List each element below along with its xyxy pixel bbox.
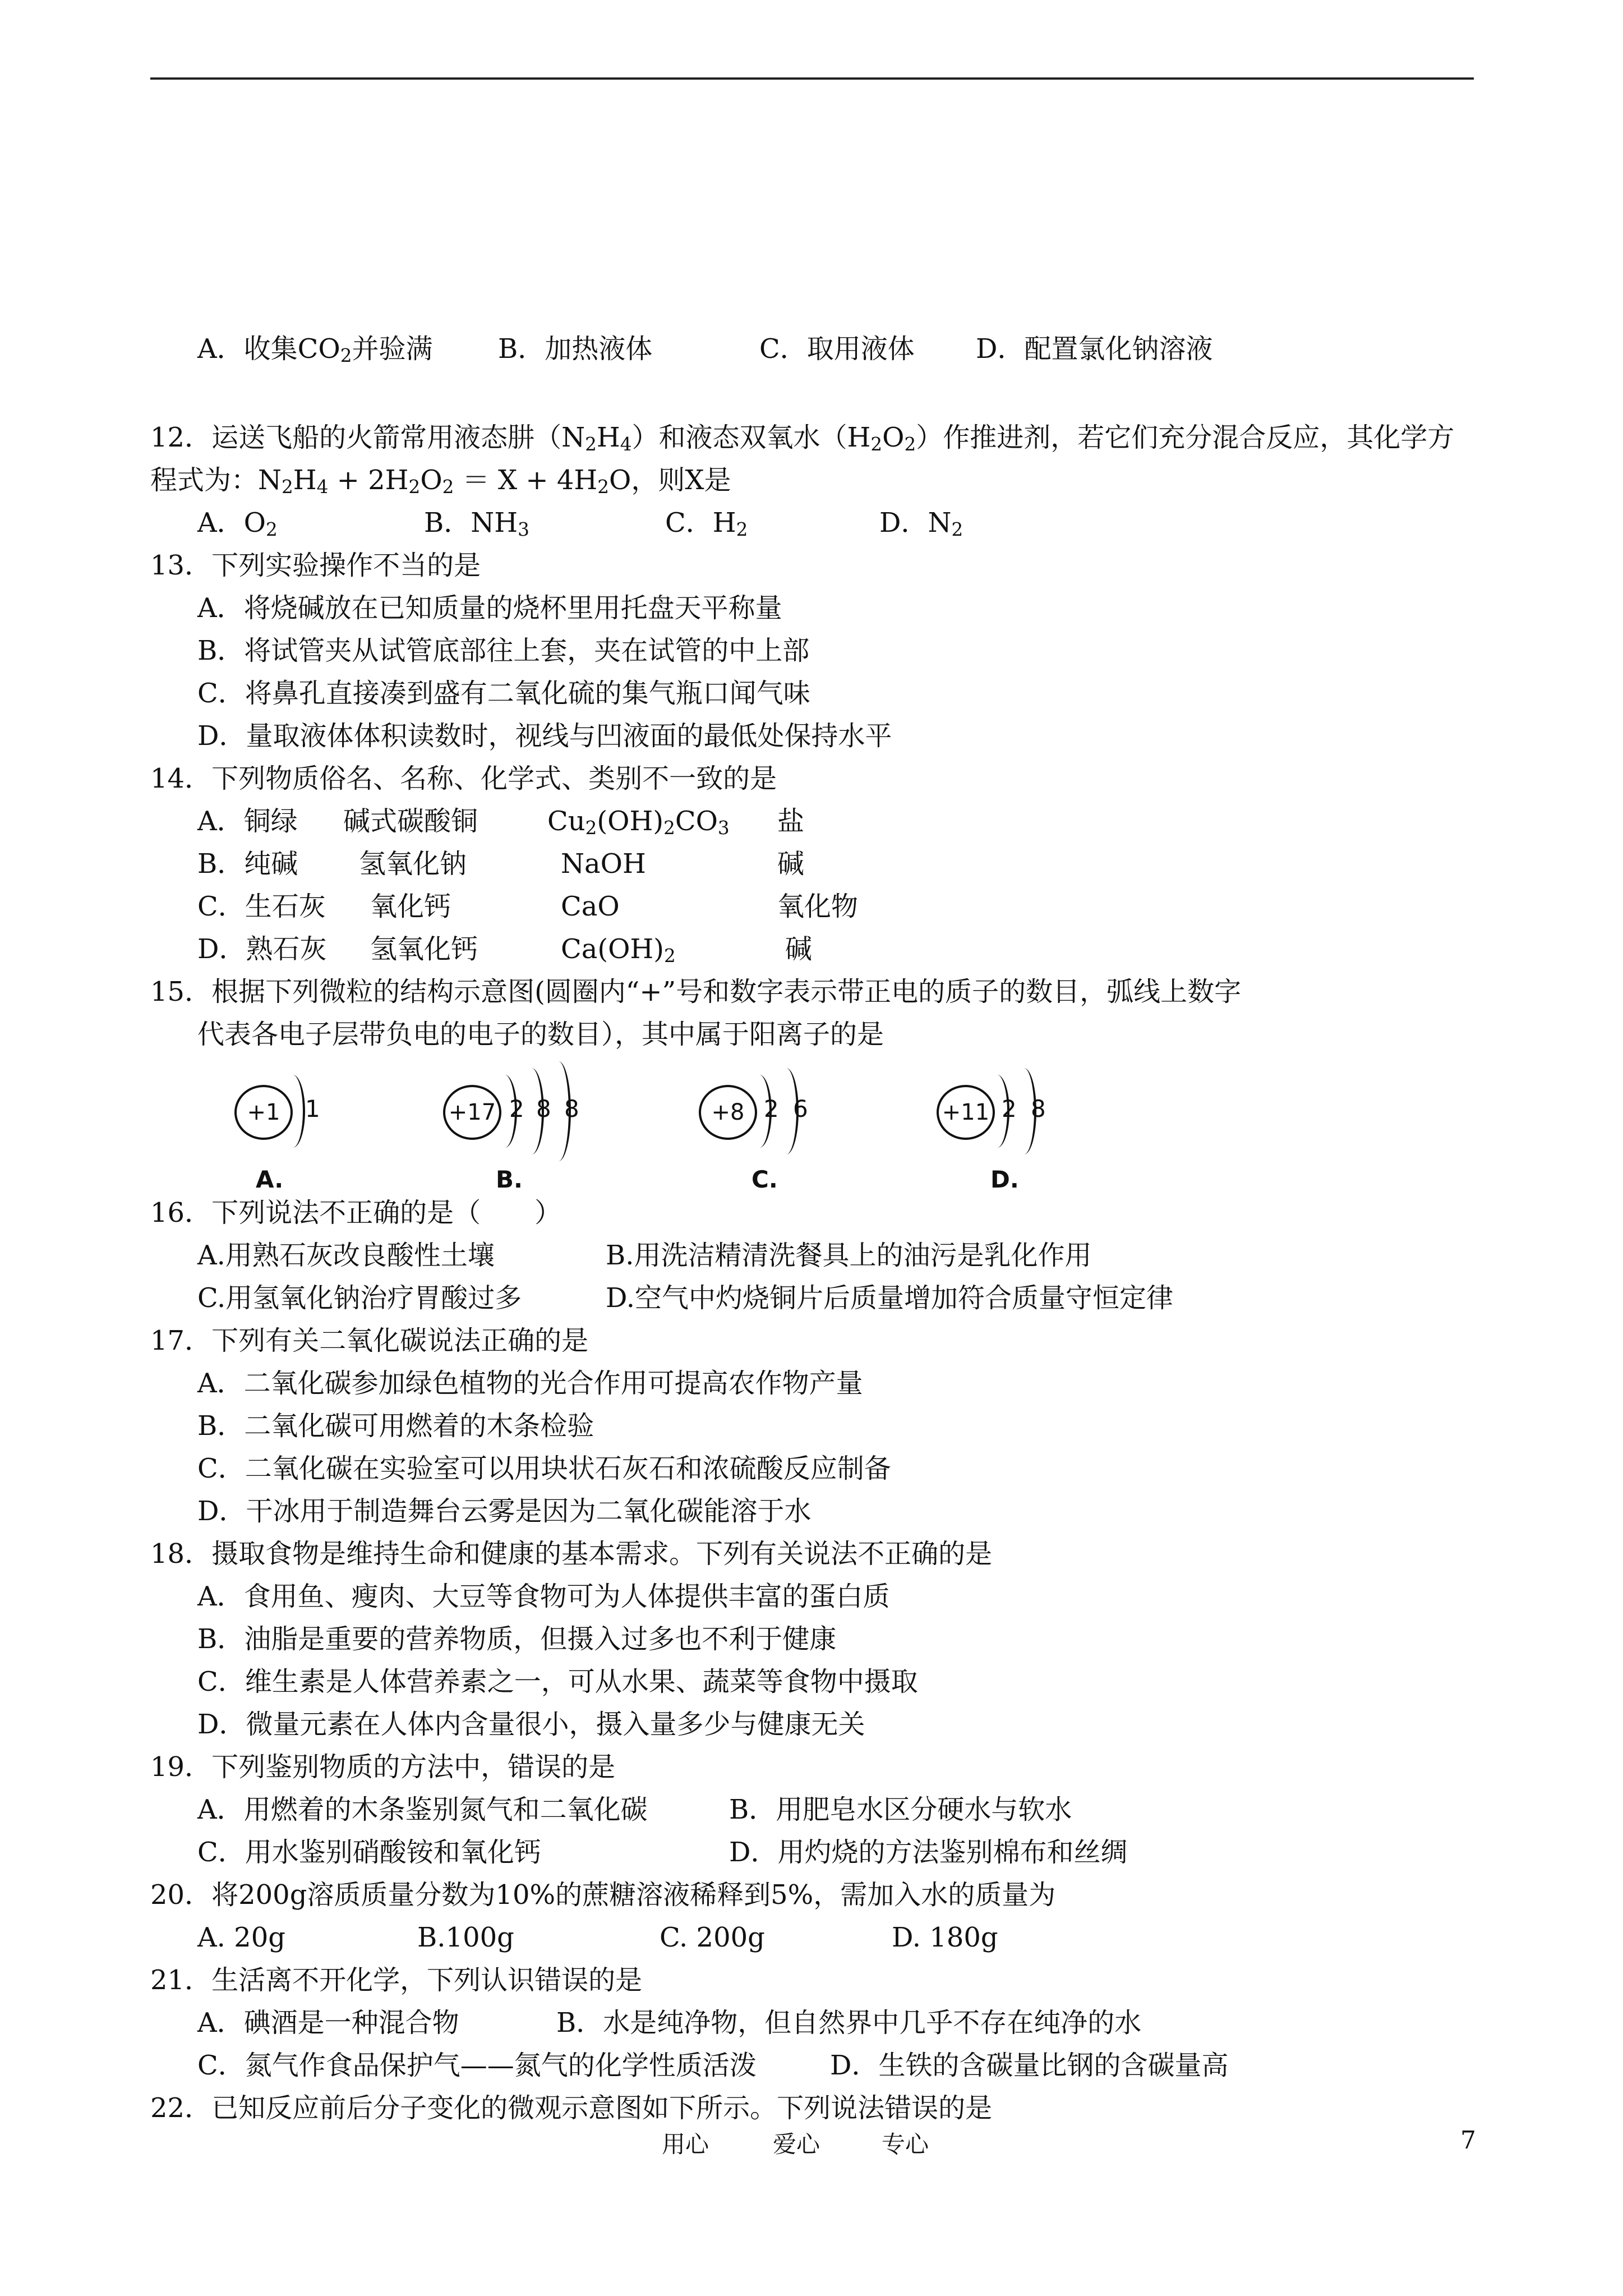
q11-option-d: D．配置氯化钠溶液: [976, 333, 1213, 365]
atom-c-electrons-1: 2: [764, 1095, 779, 1122]
header-rule: [150, 77, 1474, 80]
q18-option-d: D．微量元素在人体内含量很小，摄入量多少与健康无关: [197, 1709, 865, 1740]
atom-b-label: B.: [496, 1166, 523, 1193]
q14-row-c-class: 氧化物: [777, 891, 859, 922]
q12-option-b: B．$NH_3$: [424, 507, 529, 541]
q16-option-c: C.用氢氧化钠治疗胃酸过多: [197, 1282, 522, 1314]
q14-row-a-class: 盐: [777, 806, 805, 837]
atom-d-electrons-1: 2: [1002, 1095, 1017, 1122]
q15-stem-line1: 15．根据下列微粒的结构示意图(圆圈内“+”号和数字表示带正电的质子的数目，弧线上数字: [150, 976, 1242, 1007]
q13-option-d: D．量取液体体积读数时，视线与凹液面的最低处保持水平: [197, 720, 892, 752]
atom-d-electrons-2: 8: [1031, 1095, 1046, 1122]
q14-row-b-formula: NaOH: [561, 848, 646, 880]
atom-structure-diagrams: [224, 1060, 1122, 1206]
footer-word-3: 专心: [882, 2131, 929, 2158]
q21-option-a: A．碘酒是一种混合物: [197, 2007, 459, 2039]
q19-option-c: C．用水鉴别硝酸铵和氧化钙: [197, 1837, 541, 1868]
q15-stem-line2: 代表各电子层带负电的电子的数目），其中属于阳离子的是: [197, 1019, 884, 1050]
q12-option-d: D．$N_2$: [879, 507, 963, 541]
q13-option-c: C．将鼻孔直接凑到盛有二氧化硫的集气瓶口闻气味: [197, 678, 810, 709]
q14-row-b-name: 氢氧化钠: [359, 848, 467, 880]
q19-stem: 19．下列鉴别物质的方法中，错误的是: [150, 1751, 616, 1783]
q21-option-b: B．水是纯净物，但自然界中几乎不存在纯净的水: [556, 2007, 1142, 2039]
q20-stem: 20．将200g溶质质量分数为10%的蔗糖溶液稀释到5%，需加入水的质量为: [150, 1879, 1056, 1911]
page-number: 7: [1460, 2126, 1476, 2155]
atom-b-electrons-1: 2: [509, 1095, 524, 1122]
atom-c-electrons-2: 6: [793, 1095, 808, 1122]
q14-row-d-formula: $Ca(OH)_2$: [561, 933, 676, 967]
q17-stem: 17．下列有关二氧化碳说法正确的是: [150, 1325, 589, 1356]
q22-stem: 22．已知反应前后分子变化的微观示意图如下所示。下列说法错误的是: [150, 2092, 993, 2124]
atom-c-label: C.: [751, 1166, 778, 1193]
q18-stem: 18．摄取食物是维持生命和健康的基本需求。下列有关说法不正确的是: [150, 1538, 993, 1570]
q18-option-b: B．油脂是重要的营养物质，但摄入过多也不利于健康: [197, 1623, 837, 1655]
q13-option-a: A．将烧碱放在已知质量的烧杯里用托盘天平称量: [197, 592, 782, 624]
q12-option-c: C．$H_2$: [665, 507, 748, 541]
q19-option-a: A．用燃着的木条鉴别氮气和二氧化碳: [197, 1794, 648, 1825]
q19-option-b: B．用肥皂水区分硬水与软水: [729, 1794, 1072, 1825]
q21-option-c: C．氮气作食品保护气——氮气的化学性质活泼: [197, 2050, 757, 2081]
atom-a-electrons-1: 1: [305, 1095, 320, 1122]
atom-b-nucleus: +17: [443, 1085, 501, 1140]
q17-option-b: B．二氧化碳可用燃着的木条检验: [197, 1410, 594, 1442]
atom-a-nucleus: +1: [234, 1085, 293, 1140]
q20-option-d: D. 180g: [892, 1922, 998, 1953]
q14-row-d-name: 氢氧化钙: [370, 933, 478, 965]
q16-option-d: D.空气中灼烧铜片后质量增加符合质量守恒定律: [606, 1282, 1174, 1314]
footer-word-1: 用心: [662, 2131, 709, 2158]
q18-option-c: C．维生素是人体营养素之一，可从水果、蔬菜等食物中摄取: [197, 1666, 918, 1697]
atom-b-electrons-2: 8: [536, 1095, 551, 1122]
q12-option-a: A．$O_2$: [197, 507, 278, 541]
q14-row-b-class: 碱: [777, 848, 805, 880]
atom-d-label: D.: [990, 1166, 1019, 1193]
q17-option-d: D．干冰用于制造舞台云雾是因为二氧化碳能溶于水: [197, 1496, 811, 1527]
atom-b-electrons-3: 8: [564, 1095, 579, 1122]
q20-option-c: C. 200g: [660, 1922, 765, 1953]
atom-d-nucleus: +11: [937, 1085, 995, 1140]
q17-option-c: C．二氧化碳在实验室可以用块状石灰石和浓硫酸反应制备: [197, 1453, 891, 1484]
q14-row-a-formula: $Cu_2(OH)_2CO_3$: [547, 806, 730, 839]
atom-c-nucleus: +8: [699, 1085, 757, 1140]
q20-option-a: A. 20g: [197, 1922, 285, 1953]
q20-option-b: B.100g: [417, 1922, 514, 1953]
q14-row-c-name: 氧化钙: [370, 891, 451, 922]
q14-row-d-class: 碱: [785, 933, 813, 965]
q14-row-a-name: 碱式碳酸铜: [343, 806, 478, 837]
q11-option-c: C．取用液体: [759, 333, 915, 365]
atom-a-shell-arc: [280, 1075, 305, 1148]
q11-option-a: A．收集$CO_2$并验满: [197, 333, 433, 367]
footer-word-2: 爱心: [773, 2131, 820, 2158]
q14-row-c-label: C．生石灰: [197, 891, 326, 922]
q11-option-b: B．加热液体: [498, 333, 653, 365]
q14-stem: 14．下列物质俗名、名称、化学式、类别不一致的是: [150, 763, 777, 794]
q13-option-b: B．将试管夹从试管底部往上套，夹在试管的中上部: [197, 635, 810, 666]
q13-stem: 13．下列实验操作不当的是: [150, 550, 481, 581]
q14-row-a-label: A．铜绿: [197, 806, 298, 837]
q21-stem: 21．生活离不开化学，下列认识错误的是: [150, 1964, 643, 1996]
q14-row-c-formula: CaO: [561, 891, 620, 922]
q18-option-a: A．食用鱼、瘦肉、大豆等食物可为人体提供丰富的蛋白质: [197, 1581, 890, 1612]
q14-row-d-label: D．熟石灰: [197, 933, 327, 965]
q16-option-a: A.用熟石灰改良酸性土壤: [197, 1240, 495, 1271]
q14-row-b-label: B．纯碱: [197, 848, 298, 880]
q16-option-b: B.用洗洁精清洗餐具上的油污是乳化作用: [606, 1240, 1092, 1271]
q12-stem-line2: 程式为：$N_2H_4 + 2H_2O_2 = X + 4H_2O$，则X是: [150, 464, 731, 498]
q19-option-d: D．用灼烧的方法鉴别棉布和丝绸: [729, 1837, 1128, 1868]
atom-a-label: A.: [256, 1166, 284, 1193]
q17-option-a: A．二氧化碳参加绿色植物的光合作用可提高农作物产量: [197, 1368, 863, 1399]
q21-option-d: D．生铁的含碳量比钢的含碳量高: [830, 2050, 1229, 2081]
q16-stem: 16．下列说法不正确的是（ ）: [150, 1197, 562, 1228]
q12-stem-line1: 12．运送飞船的火箭常用液态肼$(N_2H_4)$和液态双氧水$(H_2O_2)$作推进剂，若它们充分混合反应，其化学方: [150, 422, 1455, 455]
